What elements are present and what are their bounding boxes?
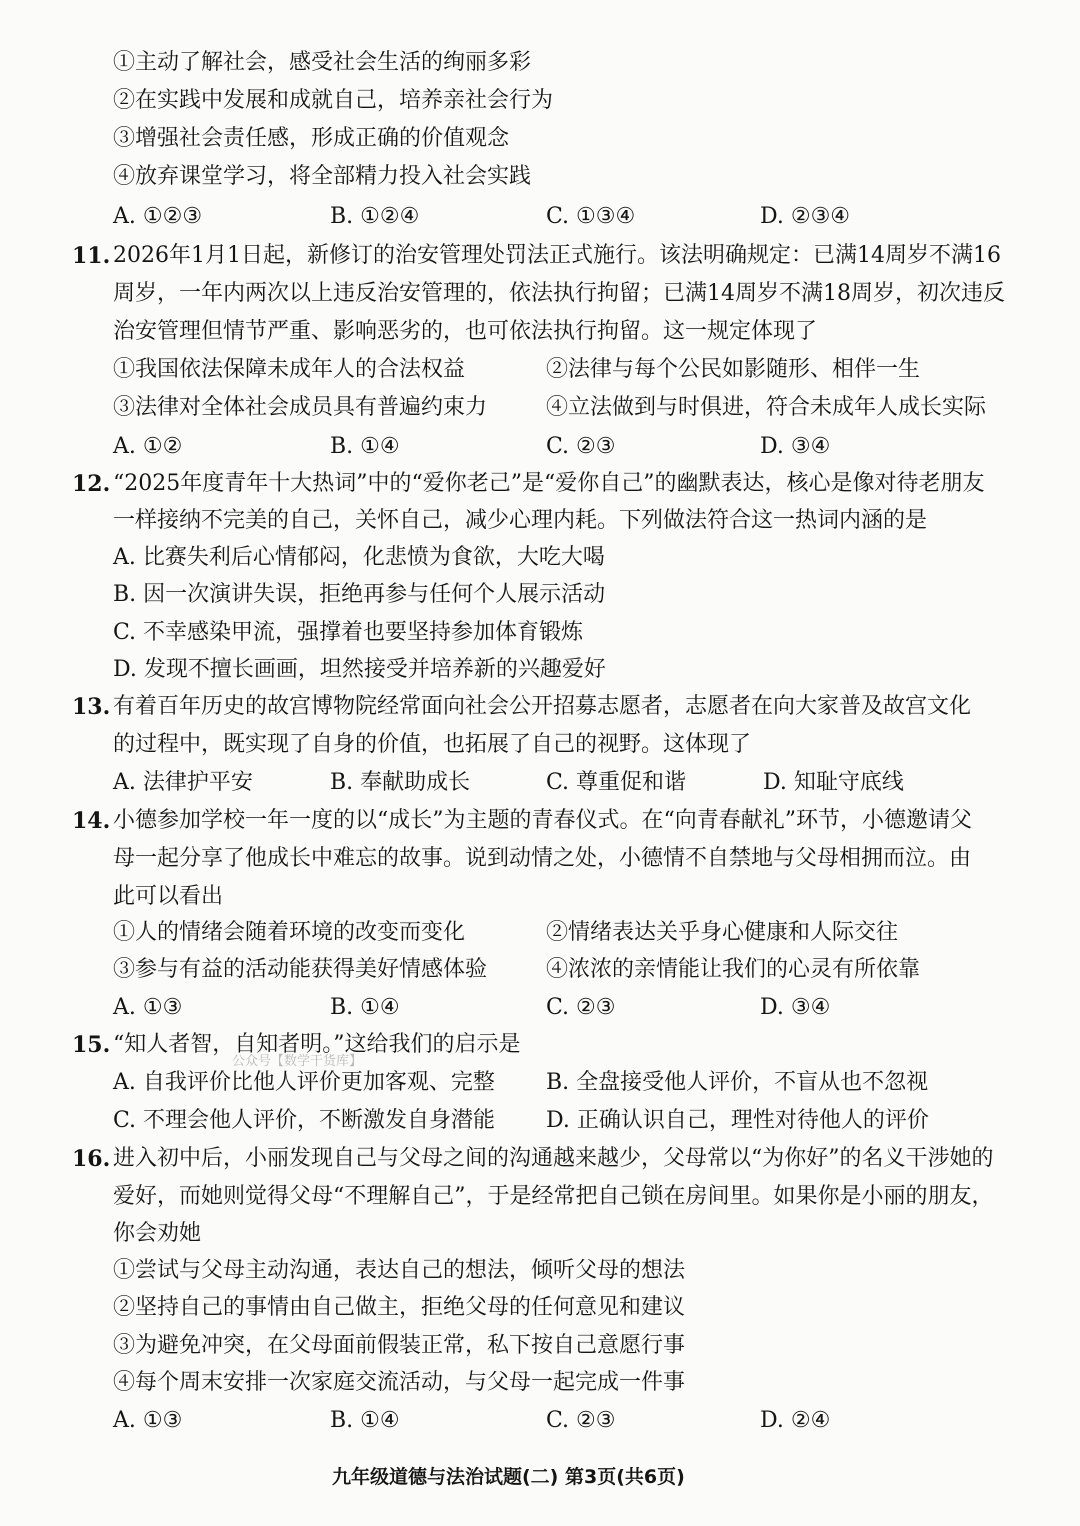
- q11-stem-line-2: 周岁，一年内两次以上违反治安管理的，依法执行拘留；已满14周岁不满18周岁，初次违反: [113, 281, 1005, 306]
- q16-stem-line-1: 进入初中后，小丽发现自己与父母之间的沟通越来越少，父母常以“为你好”的名义干涉她的: [113, 1146, 994, 1171]
- q16-stem-line-2: 爱好，而她则觉得父母“不理解自己”，于是经常把自己锁在房间里。如果你是小丽的朋友，: [113, 1184, 994, 1209]
- q14-statement-4: ④浓浓的亲情能让我们的心灵有所依靠: [546, 957, 921, 982]
- q16-option-c: C. ②③: [546, 1408, 616, 1433]
- q11-option-a: A. ①②: [113, 434, 183, 459]
- q14-statement-2: ②情绪表达关乎身心健康和人际交往: [546, 920, 899, 945]
- q16-statement-4: ④每个周末安排一次家庭交流活动，与父母一起完成一件事: [113, 1370, 686, 1395]
- q10-option-c: C. ①③④: [546, 204, 636, 229]
- q11-statement-4: ④立法做到与时俱进，符合未成年人成长实际: [546, 395, 987, 420]
- q12-stem-line-1: “2025年度青年十大热词”中的“爱你老己”是“爱你自己”的幽默表达，核心是像对待老朋友: [113, 471, 985, 496]
- q14-option-a: A. ①③: [113, 995, 183, 1020]
- q11-option-b: B. ①④: [330, 434, 400, 459]
- q16-number: 16.: [72, 1146, 111, 1172]
- q12-number: 12.: [72, 471, 111, 497]
- q16-statement-1: ①尝试与父母主动沟通，表达自己的想法，倾听父母的想法: [113, 1258, 686, 1283]
- q14-stem-line-3: 此可以看出: [113, 884, 224, 909]
- q14-number: 14.: [72, 808, 111, 834]
- q12-stem-line-2: 一样接纳不完美的自己，关怀自己，减少心理内耗。下列做法符合这一热词内涵的是: [113, 508, 928, 533]
- q12-option-b: B. 因一次演讲失误，拒绝再参与任何个人展示活动: [113, 582, 606, 607]
- q11-option-d: D. ③④: [760, 434, 831, 459]
- q13-option-b: B. 奉献助成长: [330, 770, 471, 795]
- q12-option-c: C. 不幸感染甲流，强撑着也要坚持参加体育锻炼: [113, 620, 584, 645]
- q14-stem-line-1: 小德参加学校一年一度的以“成长”为主题的青春仪式。在“向青春献礼”环节，小德邀请父: [113, 808, 972, 833]
- q11-statement-2: ②法律与每个公民如影随形、相伴一生: [546, 357, 921, 382]
- q10-statement-3: ③增强社会责任感，形成正确的价值观念: [113, 126, 510, 151]
- q13-stem-line-1: 有着百年历史的故宫博物院经常面向社会公开招募志愿者，志愿者在向大家普及故宫文化: [113, 694, 972, 719]
- watermark-text: 公众号【数学干货库】: [232, 1054, 363, 1069]
- q11-option-c: C. ②③: [546, 434, 616, 459]
- q11-stem-line-3: 治安管理但情节严重、影响恶劣的，也可依法执行拘留。这一规定体现了: [113, 319, 818, 344]
- q11-number: 11.: [72, 243, 111, 269]
- q14-statement-1: ①人的情绪会随着环境的改变而变化: [113, 920, 466, 945]
- q16-option-b: B. ①④: [330, 1408, 400, 1433]
- q15-option-a: A. 自我评价比他人评价更加客观、完整: [113, 1070, 495, 1095]
- q11-stem-line-1: 2026年1月1日起，新修订的治安管理处罚法正式施行。该法明确规定：已满14周岁不满16: [113, 243, 1001, 268]
- q16-option-d: D. ②④: [760, 1408, 831, 1433]
- q12-option-d: D. 发现不擅长画画，坦然接受并培养新的兴趣爱好: [113, 657, 606, 682]
- q10-statement-4: ④放弃课堂学习，将全部精力投入社会实践: [113, 164, 532, 189]
- q15-option-b: B. 全盘接受他人评价，不盲从也不忽视: [546, 1070, 929, 1095]
- q11-statement-3: ③法律对全体社会成员具有普遍约束力: [113, 395, 488, 420]
- q13-number: 13.: [72, 694, 111, 720]
- q10-option-a: A. ①②③: [113, 204, 203, 229]
- q10-option-b: B. ①②④: [330, 204, 420, 229]
- q12-option-a: A. 比赛失利后心情郁闷，化悲愤为食欲，大吃大喝: [113, 545, 605, 570]
- q14-option-b: B. ①④: [330, 995, 400, 1020]
- q15-number: 15.: [72, 1032, 111, 1058]
- q16-statement-3: ③为避免冲突，在父母面前假装正常，私下按自己意愿行事: [113, 1333, 686, 1358]
- page-footer: 九年级道德与法治试题(二) 第3页(共6页): [332, 1466, 685, 1488]
- q10-option-d: D. ②③④: [760, 204, 851, 229]
- q16-statement-2: ②坚持自己的事情由自己做主，拒绝父母的任何意见和建议: [113, 1295, 686, 1320]
- q16-option-a: A. ①③: [113, 1408, 183, 1433]
- q13-option-a: A. 法律护平安: [113, 770, 253, 795]
- q13-option-d: D. 知耻守底线: [763, 770, 904, 795]
- q15-option-d: D. 正确认识自己，理性对待他人的评价: [546, 1108, 929, 1133]
- q10-statement-2: ②在实践中发展和成就自己，培养亲社会行为: [113, 88, 554, 113]
- q16-stem-line-3: 你会劝她: [113, 1221, 202, 1246]
- q11-statement-1: ①我国依法保障未成年人的合法权益: [113, 357, 466, 382]
- q10-statement-1: ①主动了解社会，感受社会生活的绚丽多彩: [113, 50, 532, 75]
- q14-option-c: C. ②③: [546, 995, 616, 1020]
- q15-stem: “知人者智，自知者明。”这给我们的启示是: [113, 1032, 521, 1057]
- q14-stem-line-2: 母一起分享了他成长中难忘的故事。说到动情之处，小德情不自禁地与父母相拥而泣。由: [113, 846, 972, 871]
- q14-statement-3: ③参与有益的活动能获得美好情感体验: [113, 957, 488, 982]
- q13-stem-line-2: 的过程中，既实现了自身的价值，也拓展了自己的视野。这体现了: [113, 732, 752, 757]
- q14-option-d: D. ③④: [760, 995, 831, 1020]
- q15-option-c: C. 不理会他人评价，不断激发自身潜能: [113, 1108, 496, 1133]
- q13-option-c: C. 尊重促和谐: [546, 770, 687, 795]
